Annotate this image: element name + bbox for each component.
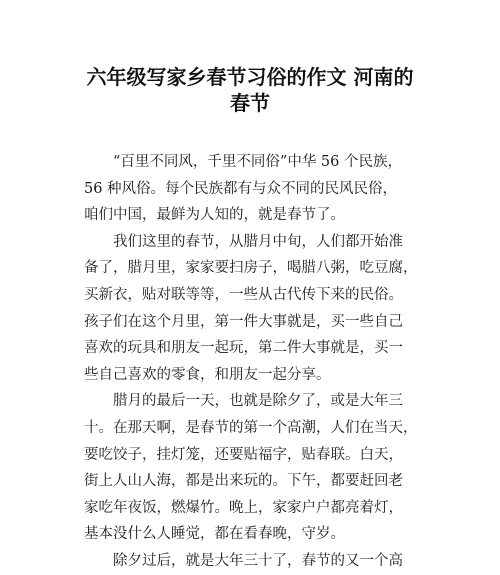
paragraph-1-line-1: “百里不同风，千里不同俗”中华 56 个民族， bbox=[113, 154, 402, 170]
document-title-line-1: 六年级写家乡春节习俗的作文 河南的 bbox=[86, 65, 414, 89]
paragraph-3-line-6: 基本没什么人睡觉，都在看春晚，守岁。 bbox=[84, 526, 345, 543]
paragraph-2-line-2: 备了，腊月里，家家要扫房子，喝腊八粥，吃豆腐， bbox=[84, 260, 418, 277]
paragraph-1-line-2: 56 种风俗。每个民族都有与众不同的民风民俗， bbox=[84, 180, 398, 197]
paragraph-2-line-3: 买新衣，贴对联等等，一些从古代传下来的民俗。 bbox=[84, 286, 403, 303]
paragraph-3-line-2: 十。在那天啊，是春节的第一个高潮，人们在当天， bbox=[84, 419, 418, 436]
document-body bbox=[84, 149, 434, 575]
paragraph-2-line-5: 喜欢的玩具和朋友一起玩，第二件大事就是，买一 bbox=[84, 340, 403, 357]
paragraph-3-line-4: 街上人山人海，都是出来玩的。下午，都要赶回老 bbox=[84, 473, 403, 490]
paragraph-2-line-1: 我们这里的春节，从腊月中旬，人们都开始准 bbox=[113, 233, 403, 250]
paragraph-4-line-1: 除夕过后，就是大年三十了，春节的又一个高 bbox=[113, 552, 403, 569]
paragraph-3-line-5: 家吃年夜饭，燃爆竹。晚上，家家户户都亮着灯， bbox=[84, 499, 403, 516]
document-title-line-2: 春节 bbox=[230, 91, 270, 115]
paragraph-2-line-6: 些自己喜欢的零食，和朋友一起分享。 bbox=[84, 366, 331, 383]
paragraph-3-line-1: 腊月的最后一天，也就是除夕了，或是大年三 bbox=[113, 393, 403, 410]
paragraph-2-line-4: 孩子们在这个月里，第一件大事就是，买一些自己 bbox=[84, 313, 403, 330]
paragraph-3-line-3: 要吃饺子，挂灯笼，还要贴福字，贴春联。白天， bbox=[84, 446, 403, 463]
paragraph-1-line-3: 咱们中国，最鲜为人知的，就是春节了。 bbox=[84, 207, 345, 224]
